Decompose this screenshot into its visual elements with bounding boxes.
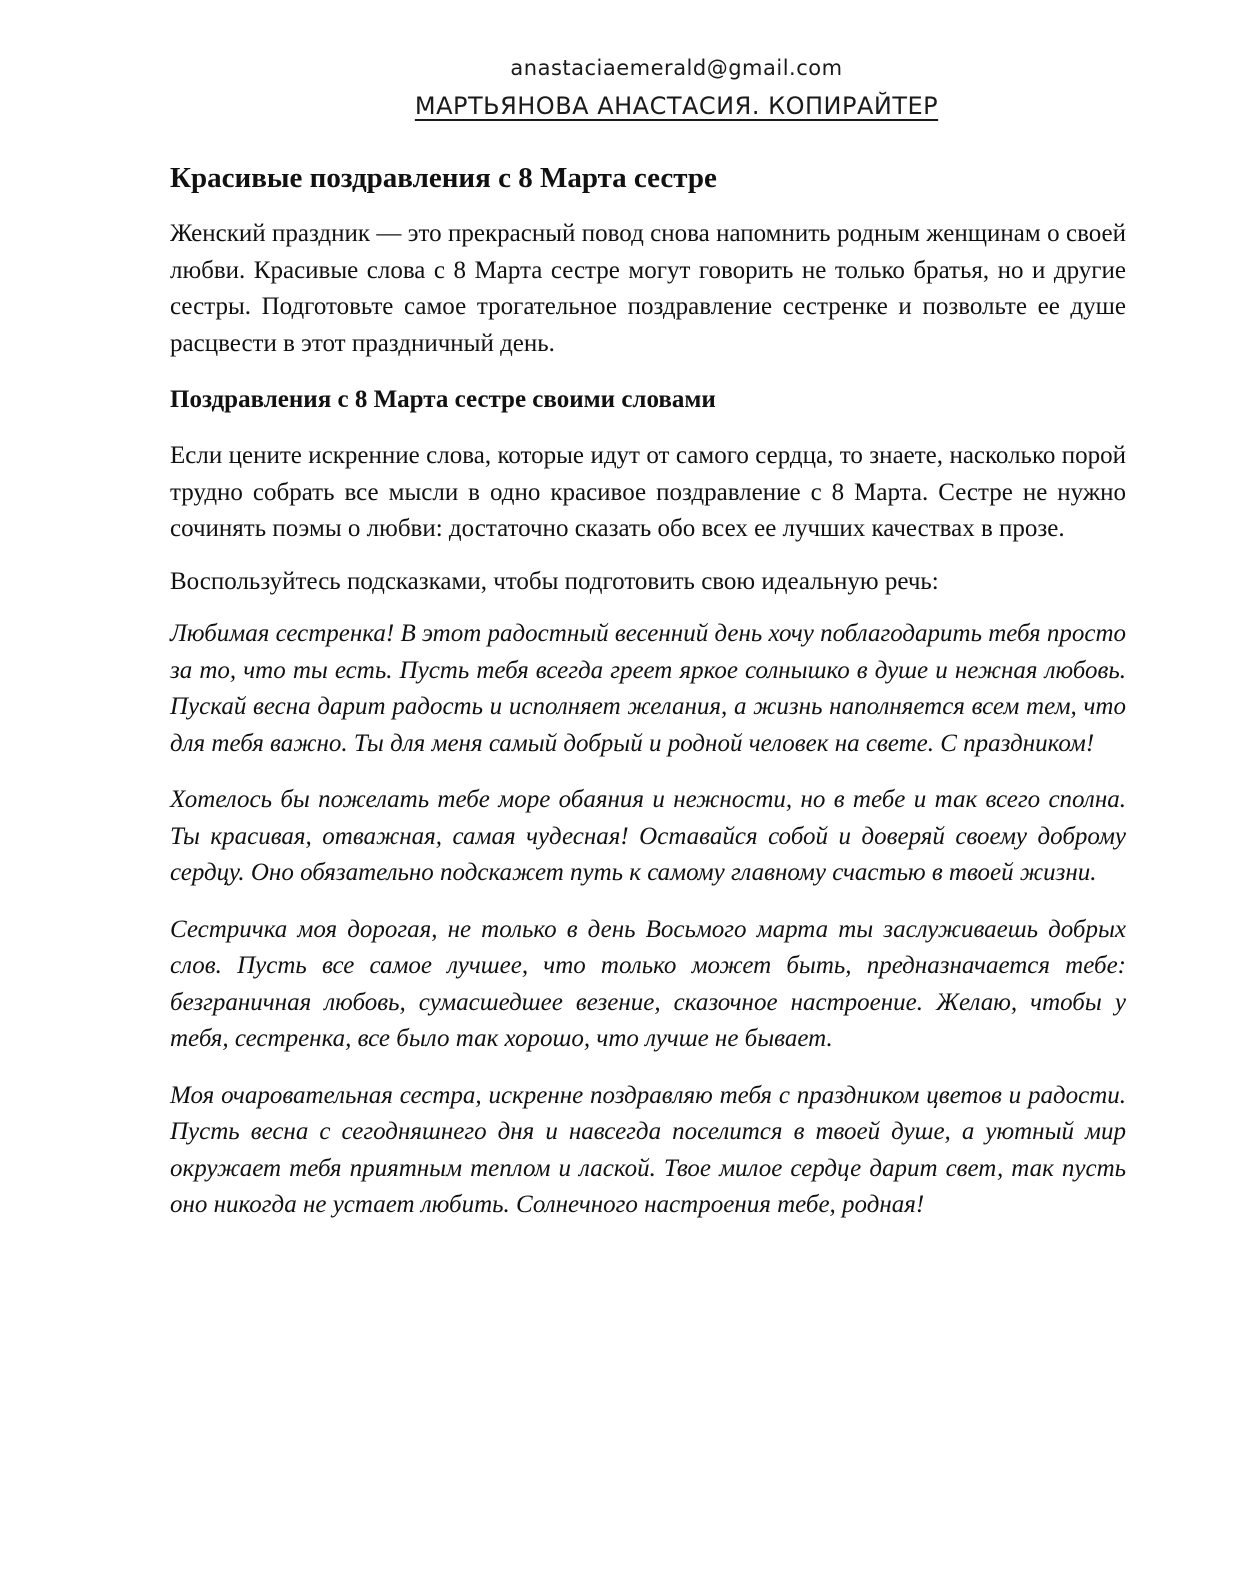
- body-paragraph-1: Если цените искренние слова, которые идут от самого сердца, то знаете, насколько порой трудно собрать все мысли в одно красивое поздравление с 8 Марта. Сестре не нужно сочинять поэмы о любви: достаточно сказать обо всех ее лучших качествах в прозе.: [170, 442, 1126, 542]
- body-paragraph-2: Воспользуйтесь подсказками, чтобы подготовить свою идеальную речь:: [170, 567, 939, 595]
- article-body: [170, 156, 1126, 1244]
- wish-paragraph-4: Моя очаровательная сестра, искренне поздравляю тебя с праздником цветов и радости. Пусть весна с сегодняшнего дня и навсегда поселится в твоей душе, а уютный мир окружает тебя приятным теплом и лаской. Твое милое сердце дарит свет, так пусть оно никогда не устает любить. Солнечного настроения тебе, родная!: [170, 1081, 1126, 1218]
- intro-paragraph: Женский праздник — это прекрасный повод снова напомнить родным женщинам о своей любви. Красивые слова с 8 Марта сестре могут говорить не только братья, но и другие сестры. Подготовьте самое трогательное поздравление сестренке и позвольте ее душе расцвести в этот праздничный день.: [170, 220, 1126, 357]
- wish-paragraph-1: Любимая сестренка! В этот радостный весенний день хочу поблагодарить тебя просто за то, что ты есть. Пусть тебя всегда греет яркое солнышко в душе и нежная любовь. Пускай весна дарит радость и исполняет желания, а жизнь наполняется всем тем, что для тебя важно. Ты для меня самый добрый и родной человек на свете. С праздником!: [170, 620, 1126, 757]
- section-subtitle: Поздравления с 8 Марта сестре своими словами: [170, 386, 716, 413]
- wish-paragraph-3: Сестричка моя дорогая, не только в день Восьмого марта ты заслуживаешь добрых слов. Пусть все самое лучшее, что только может быть, предназначается тебе: безграничная любовь, сумасшедшее везение, сказочное настроение. Желаю, чтобы у тебя, сестренка, все было так хорошо, что лучше не бывает.: [170, 915, 1126, 1052]
- author-email: anastaciaemerald@gmail.com: [510, 56, 843, 80]
- wish-paragraph-2: Хотелось бы пожелать тебе море обаяния и нежности, но в тебе и так всего сполна. Ты красивая, отважная, самая чудесная! Оставайся собой и доверяй своему доброму сердцу. Оно обязательно подскажет путь к самому главному счастью в твоей жизни.: [170, 786, 1126, 886]
- article-title: Красивые поздравления с 8 Марта сестре: [170, 162, 717, 194]
- author-name: МАРТЬЯНОВА АНАСТАСИЯ. КОПИРАЙТЕР: [414, 92, 939, 120]
